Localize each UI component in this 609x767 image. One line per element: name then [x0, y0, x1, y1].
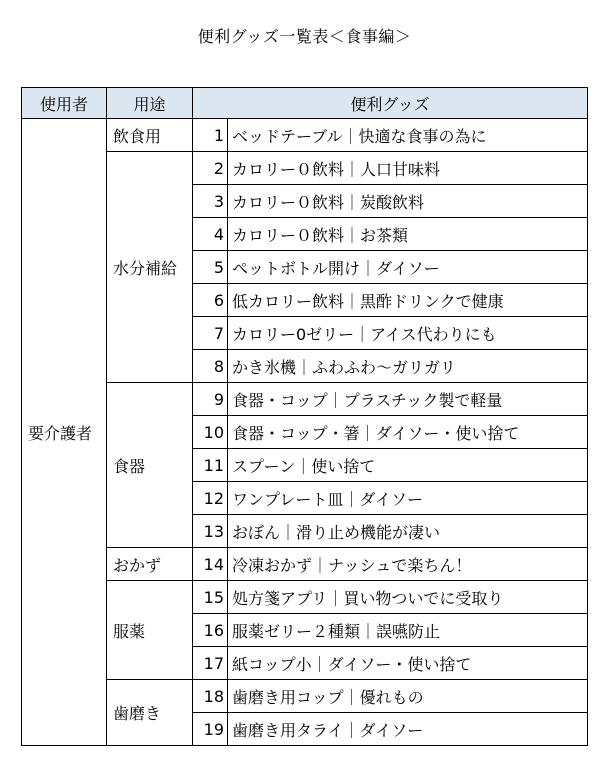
item-number: 10: [193, 416, 228, 449]
item-name: 食器・コップ・箸｜ダイソー・使い捨て: [228, 416, 588, 449]
item-name: カロリー０飲料｜人口甘味料: [228, 152, 588, 185]
item-number: 12: [193, 482, 228, 515]
item-number: 9: [193, 383, 228, 416]
item-name: カロリー０飲料｜炭酸飲料: [228, 185, 588, 218]
item-name: おぼん｜滑り止め機能が凄い: [228, 515, 588, 548]
item-name: カロリー0ゼリー｜アイス代わりにも: [228, 317, 588, 350]
header-user: 使用者: [22, 88, 107, 119]
item-number: 8: [193, 350, 228, 383]
table-row: [22, 548, 588, 581]
item-number: 15: [193, 581, 228, 614]
header-item: 便利グッズ: [193, 88, 588, 119]
item-name: 服薬ゼリー２種類｜誤嚥防止: [228, 614, 588, 647]
item-number: 11: [193, 449, 228, 482]
goods-table: [21, 87, 588, 746]
item-number: 1: [193, 119, 228, 152]
use-cell: 水分補給: [107, 152, 193, 383]
item-name: ペットボトル開け｜ダイソー: [228, 251, 588, 284]
item-number: 18: [193, 680, 228, 713]
item-name: 紙コップ小｜ダイソー・使い捨て: [228, 647, 588, 680]
item-name: 処方箋アプリ｜買い物ついでに受取り: [228, 581, 588, 614]
use-cell: 食器: [107, 383, 193, 548]
item-name: ベッドテーブル｜快適な食事の為に: [228, 119, 588, 152]
item-number: 14: [193, 548, 228, 581]
use-cell: おかず: [107, 548, 193, 581]
item-name: 歯磨き用コップ｜優れもの: [228, 680, 588, 713]
table-body: [22, 119, 588, 746]
item-number: 19: [193, 713, 228, 746]
item-number: 7: [193, 317, 228, 350]
item-name: 冷凍おかず｜ナッシュで楽ちん！: [228, 548, 588, 581]
item-name: ワンプレート皿｜ダイソー: [228, 482, 588, 515]
table-row: [22, 152, 588, 185]
item-number: 3: [193, 185, 228, 218]
item-name: 食器・コップ｜プラスチック製で軽量: [228, 383, 588, 416]
item-name: 低カロリー飲料｜黒酢ドリンクで健康: [228, 284, 588, 317]
item-number: 16: [193, 614, 228, 647]
table-row: [22, 581, 588, 614]
item-name: カロリー０飲料｜お茶類: [228, 218, 588, 251]
item-name: 歯磨き用タライ｜ダイソー: [228, 713, 588, 746]
use-cell: 飲食用: [107, 119, 193, 152]
table-header-row: [22, 88, 588, 119]
use-cell: 服薬: [107, 581, 193, 680]
header-use: 用途: [107, 88, 193, 119]
table-row: [22, 383, 588, 416]
item-number: 13: [193, 515, 228, 548]
item-number: 2: [193, 152, 228, 185]
item-number: 17: [193, 647, 228, 680]
table-row: [22, 680, 588, 713]
item-number: 6: [193, 284, 228, 317]
table-row: [22, 119, 588, 152]
item-number: 5: [193, 251, 228, 284]
user-cell: 要介護者: [22, 119, 107, 746]
use-cell: 歯磨き: [107, 680, 193, 746]
item-number: 4: [193, 218, 228, 251]
page-title: 便利グッズ一覧表＜食事編＞: [197, 27, 412, 46]
item-name: かき氷機｜ふわふわ～ガリガリ: [228, 350, 588, 383]
item-name: スプーン｜使い捨て: [228, 449, 588, 482]
